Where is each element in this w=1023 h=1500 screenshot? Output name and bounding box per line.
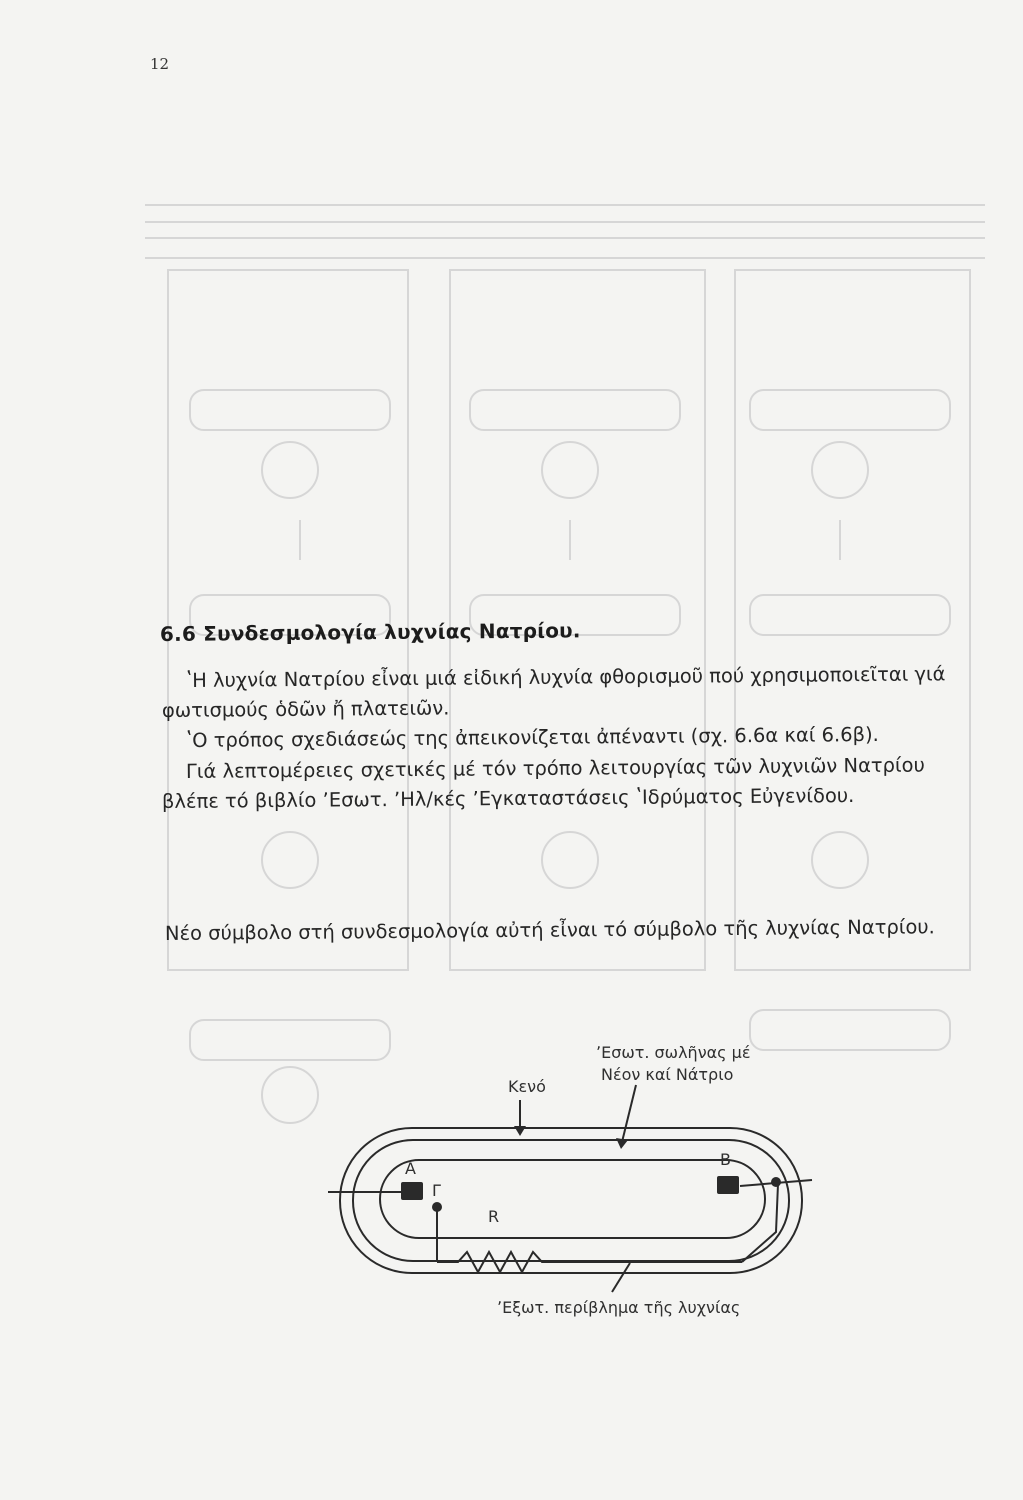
label-electrode-b: B [720,1150,731,1169]
outer-envelope-outer-line [340,1128,802,1273]
paragraph-2-line-1: ʽΟ τρόπος σχεδιάσεώς της ἀπεικονίζεται ἀπέναντι (σχ. 6.6α καί 6.6β). [185,722,879,752]
section-heading: 6.6 Συνδεσμολογία λυχνίας Νατρίου. [159,618,581,646]
electrode-b [717,1176,739,1194]
label-electrode-a: A [405,1159,416,1178]
label-starter: Γ [432,1181,441,1200]
vacuum-arrow-icon [514,1126,526,1136]
junction-node [771,1177,781,1187]
pointer-inner-tube [622,1085,636,1142]
paragraph-1-line-1: ʽΗ λυχνία Νατρίου εἶναι μιά εἰδική λυχνία φθορισμοῦ πού χρησιμοποιεῖται γιά [185,662,946,692]
label-outer-envelope: ʼΕξωτ. περίβλημα τῆς λυχνίας [497,1298,741,1317]
label-inner-tube-2: Νέον καί Νάτριο [601,1065,734,1084]
label-inner-tube: ʼΕσωτ. σωλῆνας μέ [596,1043,751,1062]
symbol-note: Νέο σύμβολο στή συνδεσμολογία αὐτή εἶναι τό σύμβολο τῆς λυχνίας Νατρίου. [164,915,935,945]
page-number: 12 [150,55,170,73]
electrode-a [401,1182,423,1200]
pointer-outer-envelope [612,1263,630,1292]
paragraph-3-line-2: βλέπε τό βιβλίο ʼΕσωτ. ʼΗλ/κές ʼΕγκαταστάσεις ʽΙδρύματος Εὐγενίδου. [161,783,855,813]
label-resistor: R [488,1207,500,1226]
label-vacuum: Κενό [508,1077,546,1096]
paragraph-1-line-2: φωτισμούς ὁδῶν ἤ πλατειῶν. [161,696,450,722]
paragraph-3-line-1: Γιά λεπτομέρειες σχετικές μέ τόν τρόπο λειτουργίας τῶν λυχνιῶν Νατρίου [185,753,925,783]
return-to-electrode-b [742,1184,778,1262]
starter-node [432,1202,442,1212]
